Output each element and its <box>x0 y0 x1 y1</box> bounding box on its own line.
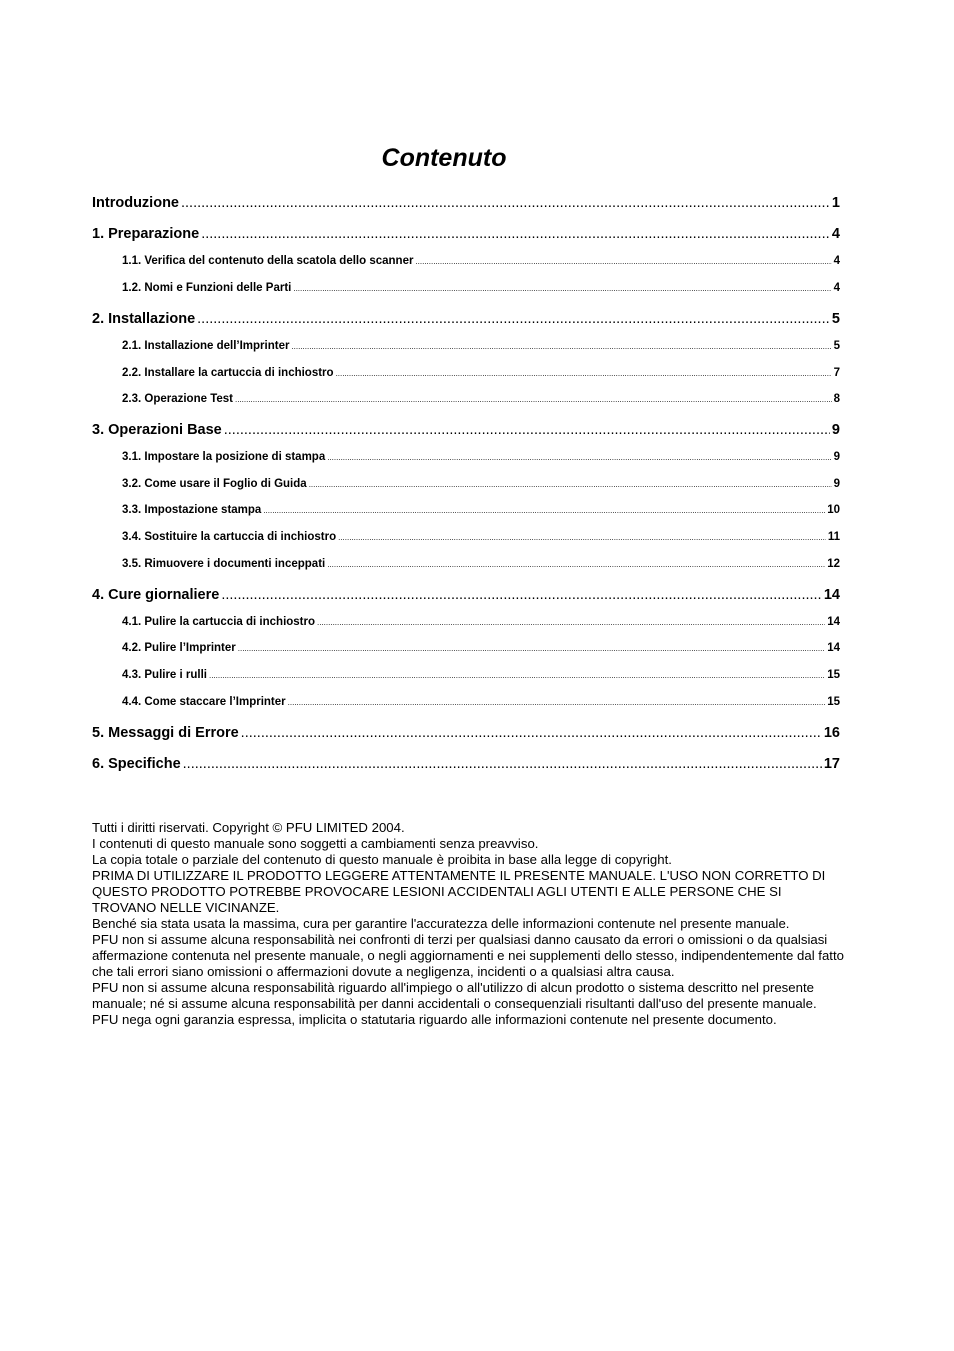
toc-entry-page: 15 <box>827 696 840 708</box>
toc-subentry[interactable] <box>122 500 840 516</box>
toc-subentry[interactable] <box>122 638 840 654</box>
toc-entry-label: 1.2. Nomi e Funzioni delle Parti <box>122 282 292 294</box>
toc-subentry[interactable] <box>122 474 840 490</box>
legal-paragraph: PRIMA DI UTILIZZARE IL PRODOTTO LEGGERE ATTENTAMENTE IL PRESENTE MANUALE. L'USO NON CORRETTO DI QUESTO PRODOTTO POTREBBE PROVOCARE LESIONI ACCIDENTALI AGLI UTENTI E ALLE PERSONE CHE SI TROVANO NELLE VICINANZE. <box>92 868 826 915</box>
toc-subentry[interactable] <box>122 278 840 294</box>
toc-entry[interactable] <box>92 583 840 603</box>
toc-entry-label: 2.2. Installare la cartuccia di inchiostro <box>122 367 334 379</box>
toc-entry-label: 1. Preparazione <box>92 226 200 242</box>
toc-entry[interactable] <box>92 721 840 741</box>
toc-entry-label: Introduzione <box>92 195 179 211</box>
legal-paragraph: PFU non si assume alcuna responsabilità nei confronti di terzi per qualsiasi danno causato da errori o omissioni o da qualsiasi affermazione contenuta nel presente manuale, o negli aggiornamenti e nei supplementi dello stesso, indipendentemente dal fatto che tali errori siano omissioni o affermazioni dovute a negligenza, incidenti o a qualsiasi altra causa. <box>92 932 844 979</box>
toc-entry-label: 4.1. Pulire la cartuccia di inchiostro <box>122 616 316 628</box>
toc-entry-page: 4 <box>831 226 840 242</box>
toc-entry-page: 10 <box>827 504 840 516</box>
toc-entry[interactable] <box>92 418 840 438</box>
toc-entry-label: 3. Operazioni Base <box>92 422 222 438</box>
toc-subentry[interactable] <box>122 612 840 628</box>
toc-entry-page: 9 <box>833 451 840 463</box>
toc-entry-page: 14 <box>823 587 840 603</box>
toc-entry-page: 15 <box>827 669 840 681</box>
toc-entry-page: 17 <box>823 756 840 772</box>
toc-entry-page: 4 <box>833 282 840 294</box>
toc-entry[interactable] <box>92 752 840 772</box>
legal-paragraph: La copia totale o parziale del contenuto di questo manuale è proibita in base alla legge di copyright. <box>92 852 672 867</box>
toc-subentry[interactable] <box>122 389 840 405</box>
toc-entry-page: 7 <box>833 367 840 379</box>
toc-entry-label: 2.3. Operazione Test <box>122 393 233 405</box>
toc-entry-page: 5 <box>831 311 840 327</box>
toc-entry-label: 4.4. Come staccare l’Imprinter <box>122 696 286 708</box>
toc-subentry[interactable] <box>122 336 840 352</box>
toc-entry-page: 11 <box>827 531 840 543</box>
toc-entry[interactable] <box>92 222 840 242</box>
legal-notice <box>92 820 844 1028</box>
toc-subentry[interactable] <box>122 363 840 379</box>
toc-entry-label: 4. Cure giornaliere <box>92 587 220 603</box>
page-title: Contenuto <box>381 144 507 172</box>
legal-paragraph: I contenuti di questo manuale sono soggetti a cambiamenti senza preavviso. <box>92 836 539 851</box>
toc-entry-page: 9 <box>831 422 840 438</box>
toc-entry-page: 16 <box>823 725 840 741</box>
toc-entry-page: 12 <box>827 558 840 570</box>
toc-entry-label: 5. Messaggi di Errore <box>92 725 239 741</box>
toc-entry-page: 14 <box>827 642 840 654</box>
toc-entry-label: 3.2. Come usare il Foglio di Guida <box>122 478 307 490</box>
toc-entry-label: 4.3. Pulire i rulli <box>122 669 208 681</box>
toc-entry-label: 3.5. Rimuovere i documenti inceppati <box>122 558 326 570</box>
toc-entry-page: 9 <box>833 478 840 490</box>
toc-entry-page: 1 <box>831 195 840 211</box>
legal-paragraph: Tutti i diritti riservati. Copyright © PFU LIMITED 2004. <box>92 820 405 835</box>
toc-entry-page: 8 <box>833 393 840 405</box>
toc-subentry[interactable] <box>122 692 840 708</box>
toc-subentry[interactable] <box>122 554 840 570</box>
toc-subentry[interactable] <box>122 251 840 267</box>
toc-subentry[interactable] <box>122 527 840 543</box>
legal-paragraph: PFU non si assume alcuna responsabilità riguardo all'impiego o all'utilizzo di alcun prodotto o sistema descritto nel presente manuale; né si assume alcuna responsabilità per danni accidentali o consequenziali risultanti dall'uso del presente manuale. PFU nega ogni garanzia espressa, implicita o statutaria riguardo alle informazioni contenute nel presente documento. <box>92 980 817 1027</box>
toc-entry-label: 2.1. Installazione dell’Imprinter <box>122 340 290 352</box>
toc-entry-page: 14 <box>827 616 840 628</box>
toc-entry[interactable] <box>92 191 840 211</box>
toc-entry-label: 4.2. Pulire l’Imprinter <box>122 642 236 654</box>
toc-entry-label: 6. Specifiche <box>92 756 181 772</box>
toc-entry-label: 3.1. Impostare la posizione di stampa <box>122 451 326 463</box>
toc-subentry[interactable] <box>122 447 840 463</box>
toc-entry-page: 5 <box>833 340 840 352</box>
toc-entry-label: 3.3. Impostazione stampa <box>122 504 262 516</box>
legal-paragraph: Benché sia stata usata la massima, cura per garantire l'accuratezza delle informazioni contenute nel presente manuale. <box>92 916 790 931</box>
toc-entry-label: 2. Installazione <box>92 311 196 327</box>
toc-entry-page: 4 <box>833 255 840 267</box>
toc-entry-label: 1.1. Verifica del contenuto della scatola dello scanner <box>122 255 414 267</box>
toc-entry[interactable] <box>92 307 840 327</box>
toc-entry-label: 3.4. Sostituire la cartuccia di inchiostro <box>122 531 337 543</box>
toc-subentry[interactable] <box>122 665 840 681</box>
